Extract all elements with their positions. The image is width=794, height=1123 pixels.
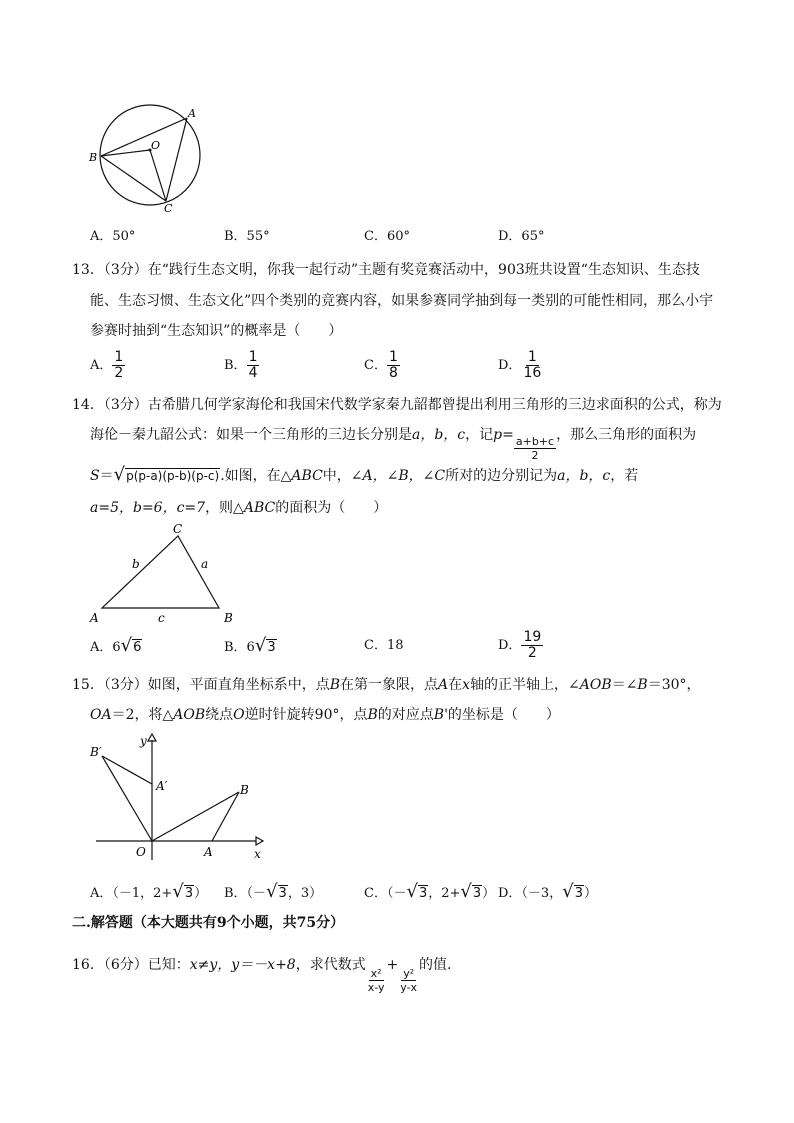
- segment-oc: [150, 150, 166, 201]
- option-label: D．: [498, 358, 522, 373]
- fraction: $\frac{1}{4}$: [248, 349, 258, 381]
- fraction-y: $\frac{\text{y²}}{y-x}$: [400, 967, 418, 994]
- label-a-prime: A′: [156, 779, 168, 793]
- sqrt-expression: √p(p-a)(p-b)(p-c): [113, 464, 220, 485]
- label-side-a: a: [201, 557, 209, 571]
- fraction: $\frac{19}{2}$: [523, 629, 542, 661]
- q12-option-b: B．55°: [224, 229, 270, 244]
- option-label: C．: [364, 358, 387, 373]
- q13-line-1: 13．（3分）在“践行生态文明，你我一起行动”主题有奖竞赛活动中，903班共设置“生态知识、生态技: [72, 262, 700, 278]
- label-y: y: [140, 734, 147, 748]
- label-side-b: b: [132, 557, 140, 571]
- q13-option-d: [498, 350, 543, 381]
- q12-option-d: D．65°: [498, 229, 545, 244]
- sqrt: √3: [254, 635, 276, 656]
- sqrt: √3: [562, 881, 583, 902]
- q12-option-c: C．60°: [364, 229, 410, 244]
- label-b-prime: B′: [90, 745, 102, 759]
- option-label: B．: [224, 358, 247, 373]
- q15-option-b: B．（－√3，3）: [224, 881, 323, 902]
- fraction: $\frac{1}{8}$: [388, 349, 398, 381]
- label-b: B: [240, 783, 249, 797]
- q14-option-b: B．6√3: [224, 635, 276, 656]
- label-c: C: [164, 202, 173, 215]
- section-heading: 二.解答题（本大题共有9个小题，共75分）: [72, 915, 345, 931]
- q14-option-a: A．6√6: [90, 635, 142, 656]
- fraction: $\frac{1}{2}$: [114, 349, 124, 381]
- q15-coordinate-figure: [88, 732, 268, 864]
- q12-circle-figure: [88, 104, 208, 216]
- q14-option-c: C．18: [364, 638, 404, 653]
- q14-line-4: a=5，b=6，c=7，则△ABC的面积为（ ）: [90, 500, 388, 516]
- q14-line-2: 海伦－秦九韶公式：如果一个三角形的三边长分别是a，b，c，记p= $\frac{a+b+c}{2}$ ，那么三角形的面积为: [90, 427, 697, 462]
- q15-option-c: C．（－√3，2+√3）: [364, 881, 496, 902]
- q13-line-2: 能、生态习惯、生态文化”四个类别的竞赛内容，如果参赛同学抽到每一类别的可能性相同，那么小宇: [90, 293, 714, 309]
- fraction-x: $\frac{\text{x²}}{x-y}$: [367, 967, 385, 994]
- p-fraction: $\frac{a+b+c}{2}$: [515, 435, 555, 462]
- label-b-vertex: B: [224, 611, 233, 625]
- q16-line: 16．（6分）已知：x≠y，y＝－x+8，求代数式 $\frac{\text{x²}}{x-y}$ + $\frac{\text{y²}}{y-x}$ 的值.: [72, 957, 452, 994]
- q15-line-2: OA＝2，将△AOB绕点O逆时针旋转90°，点B的对应点B'的坐标是（ ）: [90, 707, 560, 723]
- segment-ac: [166, 118, 187, 201]
- label-b: B: [89, 151, 98, 164]
- q14-option-d: D． $\frac{19}{2}$: [498, 629, 542, 661]
- label-side-c: c: [158, 611, 165, 625]
- q13-line-3: 参赛时抽到“生态知识”的概率是（ ）: [90, 323, 343, 339]
- q15-option-a: A．（－1，2+√3）: [90, 881, 208, 902]
- sqrt: √3: [406, 881, 428, 902]
- y-axis-arrow: [148, 734, 156, 741]
- label-a-vertex: A: [90, 611, 99, 625]
- q14-triangle-figure: [86, 520, 242, 628]
- triangle-abc: [102, 536, 219, 608]
- label-a: A: [204, 845, 213, 859]
- label-a: A: [188, 107, 196, 120]
- x-axis-arrow: [256, 837, 263, 845]
- q13-option-b: [224, 350, 259, 381]
- label-o: O: [136, 845, 146, 859]
- segment-ob-prime: [102, 756, 152, 841]
- sqrt: √3: [266, 881, 287, 902]
- q13-option-a: [90, 350, 125, 381]
- segment-bc: [101, 156, 166, 201]
- option-label: A．: [90, 358, 113, 373]
- sqrt: √6: [120, 635, 142, 656]
- q15-line-1: 15．（3分）如图，平面直角坐标系中，点B在第一象限，点A在x轴的正半轴上，∠AOB＝∠B＝30°，: [72, 677, 701, 693]
- label-o: O: [151, 139, 161, 152]
- label-c-vertex: C: [173, 522, 183, 536]
- q15-option-d: D．（－3，√3）: [498, 881, 597, 902]
- label-x: x: [254, 847, 261, 861]
- q13-option-c: [364, 350, 400, 381]
- q14-line-3: S＝√p(p-a)(p-b)(p-c).如图，在△ABC中，∠A，∠B，∠C所对的边分别记为a，b，c，若: [90, 464, 639, 485]
- fraction: $\frac{1}{16}$: [523, 349, 542, 381]
- segment-a-prime-b-prime: [102, 756, 152, 784]
- sqrt: √3: [460, 881, 482, 902]
- q12-option-a: A．50°: [90, 229, 136, 244]
- sqrt: √3: [172, 881, 194, 902]
- q14-line-1: 14．（3分）古希腊几何学家海伦和我国宋代数学家秦九韶都曾提出利用三角形的三边求面积的公式，称为: [72, 397, 722, 413]
